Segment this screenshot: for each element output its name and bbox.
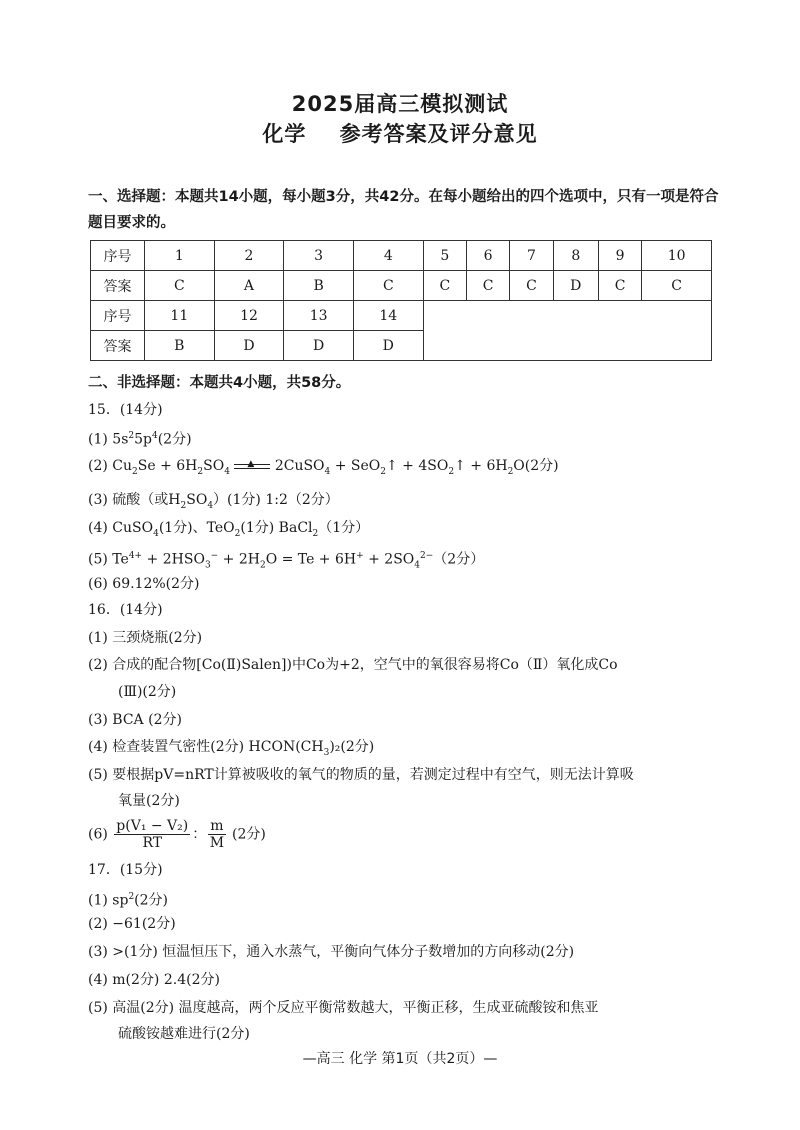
q15-answer-4: (4) CuSO$_4$(1分)、TeO$_2$(1分) BaCl$_2$（1分） [88, 520, 370, 539]
table-cell: 12 [214, 301, 284, 331]
q16-answer-4: (4) 检查装置气密性(2分) $HCON(CH_3)_2(2$分) [88, 739, 375, 758]
table-cell: C [466, 271, 509, 301]
table-cell: 7 [510, 241, 553, 271]
table-cell: 10 [642, 241, 712, 271]
table-cell: B [284, 271, 354, 301]
q17-answer-1: (1) $sp^2(2$分) [88, 892, 169, 909]
table-cell: 1 [145, 241, 215, 271]
q15-answer-5: (5) $Te^{4+} + 2HSO_3^- + 2H_2O = Te + 6H^+ + 2SO_4^{2-}(2$分） [88, 551, 485, 571]
page-title: 2025届高三模拟测试 [291, 92, 509, 116]
table-row [91, 241, 712, 271]
table-cell: 6 [466, 241, 509, 271]
table-cell: D [553, 271, 598, 301]
q16-answer-2: (2) 合成的配合物[Co(Ⅱ)Salen])中Co为+2，空气中的氧很容易将Co（Ⅱ）氧化成Co [88, 657, 618, 673]
section1-heading: 一、选择题：本题共14小题，每小题3分，共42分。在每小题给出的四个选项中，只有一项是符合题目要求的。 [88, 189, 719, 231]
table-cell: 8 [553, 241, 598, 271]
q17-answer-2: (2) −61(2分) [88, 916, 176, 932]
q16-answer-5-cont: 氧量(2分) [118, 793, 180, 809]
q16-answer-5: (5) 要根据pV=nRT计算被吸收的氧气的物质的量，若测定过程中有空气，则无法计算吸 [88, 767, 634, 783]
table-cell: C [510, 271, 553, 301]
q17-answer-3: (3) >(1分) 恒温恒压下，通入水蒸气，平衡向气体分子数增加的方向移动(2分) [88, 944, 575, 960]
table-cell: 3 [284, 241, 354, 271]
table-cell: 4 [353, 241, 423, 271]
table-cell: B [145, 331, 215, 361]
q16-answer-2-cont: (Ⅲ)(2分) [118, 684, 177, 700]
table-label: 序号 [91, 241, 145, 271]
q16-answer-1: (1) 三颈烧瓶(2分) [88, 630, 203, 646]
table-label: 答案 [91, 331, 145, 361]
table-cell: 2 [214, 241, 284, 271]
fraction-pv-rt: $\frac{\text{p(V₁ − V₂)}}{RT}$ [116, 818, 189, 851]
table-cell: C [642, 271, 712, 301]
table-cell: C [353, 271, 423, 301]
q15-answer-6: (6) 69.12%(2分) [88, 576, 200, 592]
table-cell: A [214, 271, 284, 301]
table-cell: 13 [284, 301, 354, 331]
table-cell: D [353, 331, 423, 361]
page-subtitle: 化学 参考答案及评分意见 [262, 122, 538, 146]
heat-triangle-icon: ▲ [247, 459, 255, 469]
table-empty-area [423, 301, 711, 361]
q15-head: 15．(14分) [88, 402, 163, 418]
q17-answer-5: (5) 高温(2分) 温度越高，两个反应平衡常数越大，平衡正移，生成亚硫酸铵和焦亚 [88, 1000, 599, 1016]
table-cell: C [423, 271, 466, 301]
q15-answer-1: (1) $5s^25p^4(2$分) [88, 431, 192, 448]
q16-answer-6: (6) $\frac{\text{p(V₁ − V₂)}}{RT}$ ： $\frac{m}{M}$ (2分) [88, 818, 266, 851]
heat-equals-sign [234, 460, 270, 472]
table-label: 答案 [91, 271, 145, 301]
q15-answer-2: (2) $Cu_2Se + 6H_2SO_4$ ▲ 2CuSO$_4$ + SeO$_2$↑ + $4SO_2↑ + 6H_2O(2$分) [88, 456, 559, 482]
table-row [91, 301, 712, 331]
section2-heading: 二、非选择题：本题共4小题，共58分。 [88, 375, 351, 391]
table-label: 序号 [91, 301, 145, 331]
table-cell: D [214, 331, 284, 361]
fraction-m-m: $\frac{m}{M}$ [209, 818, 225, 851]
table-cell: C [598, 271, 641, 301]
answer-table [90, 240, 712, 361]
q16-answer-3: (3) BCA (2分) [88, 712, 182, 728]
table-row [91, 271, 712, 301]
table-cell: C [145, 271, 215, 301]
table-cell: 14 [353, 301, 423, 331]
page-footer: —高三 化学 第1页（共2页）— [302, 1051, 498, 1067]
q17-head: 17．(15分) [88, 862, 163, 878]
table-cell: 5 [423, 241, 466, 271]
q17-answer-4: (4) m(2分) 2.4(2分) [88, 972, 220, 988]
table-cell: D [284, 331, 354, 361]
q17-answer-5-cont: 硫酸铵越难进行(2分) [118, 1026, 250, 1042]
table-cell: 11 [145, 301, 215, 331]
q15-answer-3: (3) 硫酸（或$H_2SO_4)(1$分) 1:2（2分） [88, 492, 339, 511]
q16-head: 16．(14分) [88, 602, 163, 618]
table-cell: 9 [598, 241, 641, 271]
